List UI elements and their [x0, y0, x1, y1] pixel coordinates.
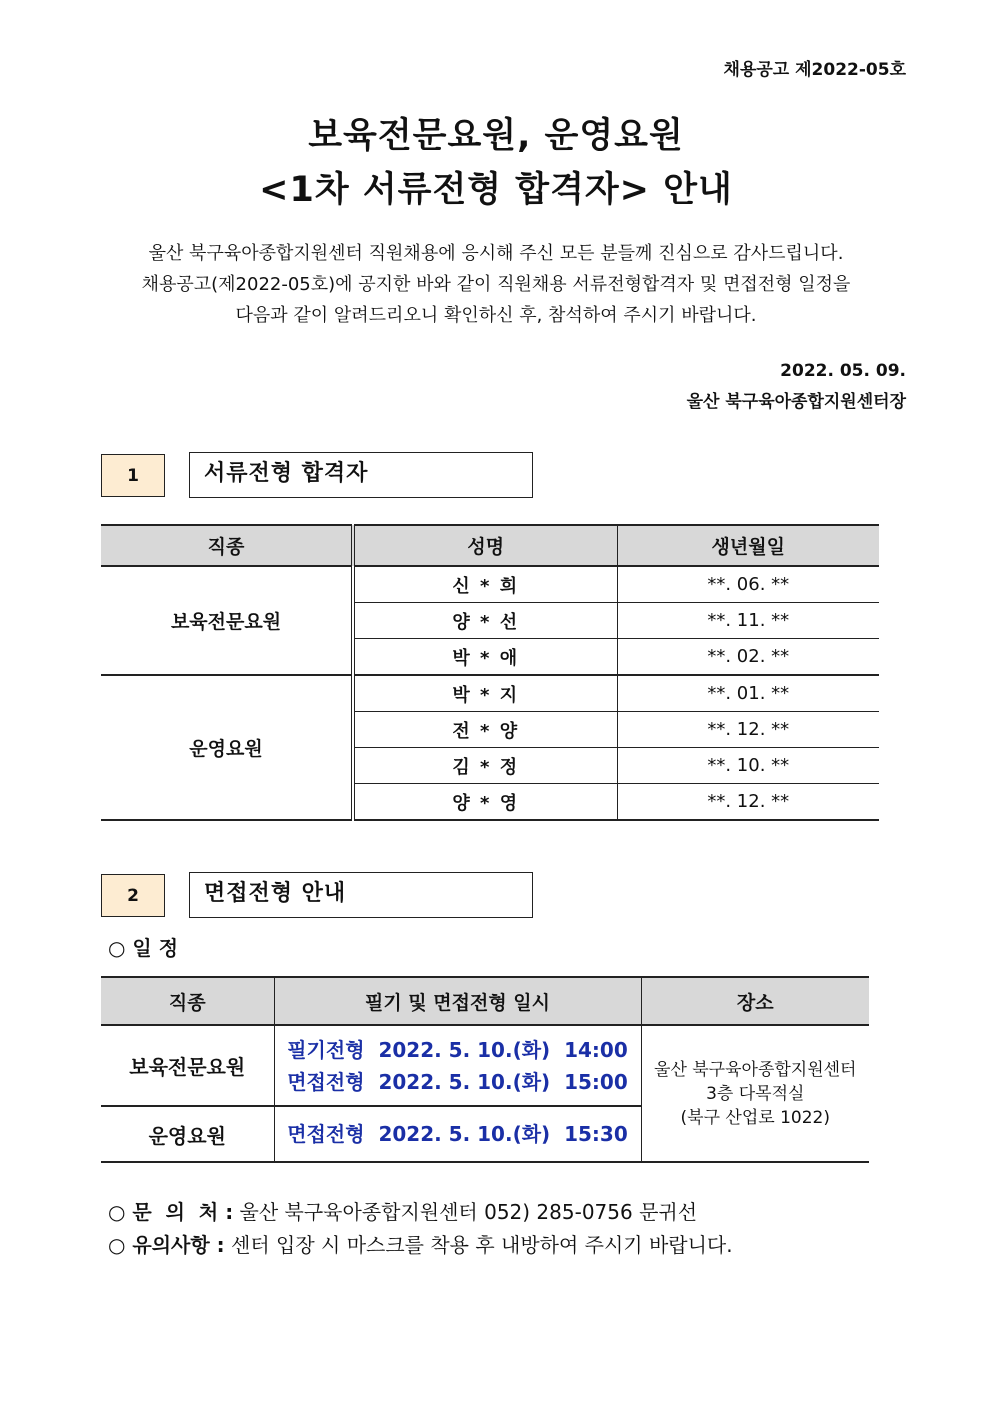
place-cell	[641, 1025, 869, 1162]
section1-number: 1	[101, 454, 165, 497]
passers-table	[101, 524, 879, 821]
table-row	[101, 675, 879, 712]
name-cell: 박 * 지	[353, 675, 617, 712]
datetime-cell	[274, 1025, 641, 1106]
job-cell: 운영요원	[101, 1106, 274, 1162]
job-cell: 보육전문요원	[101, 1025, 274, 1106]
issue-date: 2022. 05. 09.	[780, 361, 906, 381]
page-title-line1: 보육전문요원, 운영요원	[308, 116, 684, 156]
contact-label: ○ 문 의 처 :	[108, 1200, 234, 1224]
birth-cell: **. 11. **	[617, 603, 879, 639]
interview-time: 면접전형 2022. 5. 10.(화) 15:00	[287, 1069, 628, 1094]
header-datetime: 필기 및 면접전형 일시	[274, 977, 641, 1025]
birth-cell: **. 10. **	[617, 748, 879, 784]
job-cell: 운영요원	[101, 675, 353, 820]
exam-time: 필기전형 2022. 5. 10.(화) 14:00	[287, 1037, 628, 1062]
name-cell: 양 * 영	[353, 784, 617, 821]
header-name: 성명	[353, 525, 617, 566]
header-birth: 생년월일	[617, 525, 879, 566]
intro-line: 채용공고(제2022-05호)에 공지한 바와 같이 직원채용 서류전형합격자 및 면접전형 일정을	[141, 274, 851, 295]
notice-label: ○ 유의사항 :	[108, 1233, 225, 1257]
interview-schedule-table	[101, 976, 869, 1163]
name-cell: 신 * 희	[353, 566, 617, 603]
table-header-row	[101, 525, 879, 566]
section1-title: 서류전형 합격자	[189, 452, 533, 498]
header-job: 직종	[101, 977, 274, 1025]
table-header-row	[101, 977, 869, 1025]
birth-cell: **. 02. **	[617, 639, 879, 676]
name-cell: 박 * 애	[353, 639, 617, 676]
birth-cell: **. 01. **	[617, 675, 879, 712]
schedule-label: ○ 일 정	[108, 936, 179, 960]
section2-title: 면접전형 안내	[189, 872, 533, 918]
interview-time: 면접전형 2022. 5. 10.(화) 15:30	[287, 1122, 628, 1146]
datetime-cell	[274, 1106, 641, 1162]
notice-line	[108, 1229, 733, 1258]
place-line: 3층 다목적실	[706, 1083, 805, 1104]
notice-number: 채용공고 제2022-05호	[723, 60, 906, 80]
notice-value: 센터 입장 시 마스크를 착용 후 내방하여 주시기 바랍니다.	[231, 1233, 733, 1257]
page-title-line2: <1차 서류전형 합격자> 안내	[259, 170, 733, 210]
intro-line: 다음과 같이 알려드리오니 확인하신 후, 참석하여 주시기 바랍니다.	[235, 305, 757, 326]
name-cell: 전 * 양	[353, 712, 617, 748]
birth-cell: **. 12. **	[617, 784, 879, 821]
name-cell: 김 * 정	[353, 748, 617, 784]
header-place: 장소	[641, 977, 869, 1025]
job-cell: 보육전문요원	[101, 566, 353, 675]
section2-number: 2	[101, 874, 165, 917]
issue-block	[687, 356, 906, 418]
place-line: 울산 북구육아종합지원센터	[654, 1059, 857, 1080]
intro-line: 울산 북구육아종합지원센터 직원채용에 응시해 주신 모든 분들께 진심으로 감사드립니다.	[148, 243, 844, 264]
birth-cell: **. 06. **	[617, 566, 879, 603]
place-line: (북구 산업로 1022)	[680, 1107, 830, 1128]
table-row	[101, 1025, 869, 1106]
birth-cell: **. 12. **	[617, 712, 879, 748]
table-row	[101, 566, 879, 603]
intro-paragraph	[0, 238, 992, 331]
contact-line	[108, 1196, 697, 1225]
contact-value: 울산 북구육아종합지원센터 052) 285-0756 문귀선	[239, 1200, 698, 1224]
issuer: 울산 북구육아종합지원센터장	[686, 392, 906, 412]
name-cell: 양 * 선	[353, 603, 617, 639]
header-job: 직종	[101, 525, 353, 566]
